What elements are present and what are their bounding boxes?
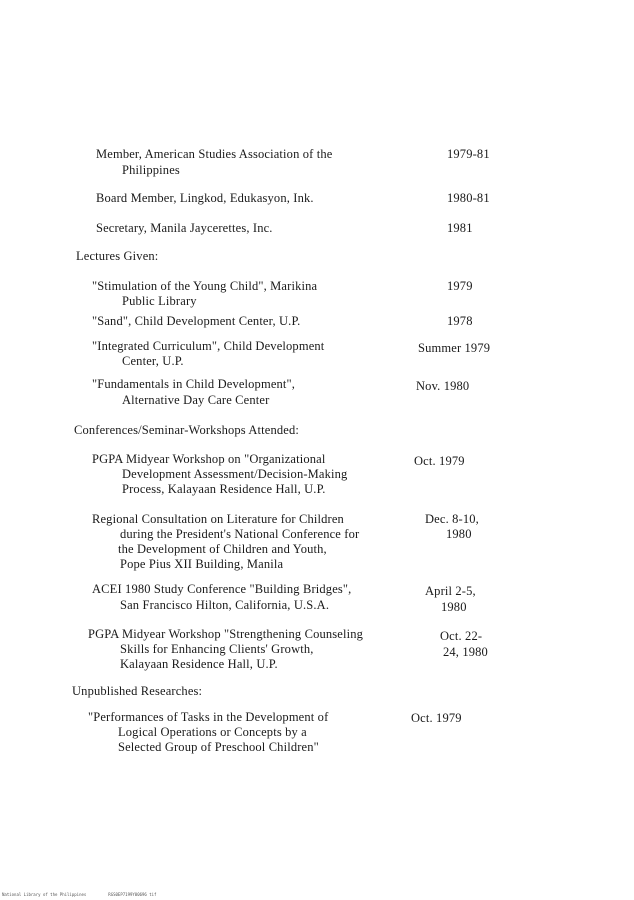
lecture-2-date: 1978 bbox=[447, 314, 473, 328]
lecture-1-line-1: "Stimulation of the Young Child", Marikina bbox=[92, 279, 318, 293]
conference-3-date-line-2: 1980 bbox=[441, 600, 467, 614]
lecture-3-date: Summer 1979 bbox=[418, 341, 491, 355]
footer-source: National Library of the Philippines bbox=[2, 892, 87, 897]
lecture-4-date: Nov. 1980 bbox=[416, 379, 470, 393]
lecture-2-line-1: "Sand", Child Development Center, U.P. bbox=[92, 314, 301, 328]
conference-1-date: Oct. 1979 bbox=[414, 454, 465, 468]
conference-2-line-4: Pope Pius XII Building, Manila bbox=[120, 557, 284, 571]
footer-file-id: RGS0EP7199Y00696 tif bbox=[108, 892, 157, 897]
scan-footer bbox=[2, 893, 156, 897]
researches-heading: Unpublished Researches: bbox=[72, 684, 203, 698]
lecture-3-line-2: Center, U.P. bbox=[122, 354, 184, 368]
conference-3-line-1: ACEI 1980 Study Conference "Building Bridges", bbox=[92, 582, 352, 596]
membership-2-date: 1980-81 bbox=[447, 191, 490, 205]
lectures-heading: Lectures Given: bbox=[76, 249, 159, 263]
conference-3-line-2: San Francisco Hilton, California, U.S.A. bbox=[120, 598, 330, 612]
conference-2-date-line-1: Dec. 8-10, bbox=[425, 512, 479, 526]
membership-1-line-2: Philippines bbox=[122, 163, 180, 177]
conference-2-line-1: Regional Consultation on Literature for Children bbox=[92, 512, 344, 526]
conference-1-line-3: Process, Kalayaan Residence Hall, U.P. bbox=[122, 482, 326, 496]
conference-4-date-line-2: 24, 1980 bbox=[443, 645, 488, 659]
research-1-line-3: Selected Group of Preschool Children" bbox=[118, 740, 319, 754]
membership-1-line-1: Member, American Studies Association of the bbox=[96, 147, 333, 161]
research-1-line-2: Logical Operations or Concepts by a bbox=[118, 725, 307, 739]
conference-4-line-1: PGPA Midyear Workshop "Strengthening Counseling bbox=[88, 627, 364, 641]
lecture-4-line-2: Alternative Day Care Center bbox=[122, 393, 270, 407]
membership-1-date: 1979-81 bbox=[447, 147, 490, 161]
lecture-3-line-1: "Integrated Curriculum", Child Development bbox=[92, 339, 325, 353]
conference-4-line-2: Skills for Enhancing Clients' Growth, bbox=[120, 642, 314, 656]
conference-2-date-line-2: 1980 bbox=[446, 527, 472, 541]
conference-4-date-line-1: Oct. 22- bbox=[440, 629, 483, 643]
conference-1-line-2: Development Assessment/Decision-Making bbox=[122, 467, 348, 481]
lecture-1-date: 1979 bbox=[447, 279, 473, 293]
membership-3-line-1: Secretary, Manila Jaycerettes, Inc. bbox=[96, 221, 273, 235]
conference-2-line-2: during the President's National Conference for bbox=[120, 527, 360, 541]
conference-1-line-1: PGPA Midyear Workshop on "Organizational bbox=[92, 452, 326, 466]
research-1-line-1: "Performances of Tasks in the Development of bbox=[88, 710, 329, 724]
conferences-heading: Conferences/Seminar-Workshops Attended: bbox=[74, 423, 300, 437]
conference-2-line-3: the Development of Children and Youth, bbox=[118, 542, 327, 556]
lecture-1-line-2: Public Library bbox=[122, 294, 197, 308]
research-1-date: Oct. 1979 bbox=[411, 711, 462, 725]
conference-4-line-3: Kalayaan Residence Hall, U.P. bbox=[120, 657, 278, 671]
membership-2-line-1: Board Member, Lingkod, Edukasyon, Ink. bbox=[96, 191, 314, 205]
lecture-4-line-1: "Fundamentals in Child Development", bbox=[92, 377, 296, 391]
membership-3-date: 1981 bbox=[447, 221, 473, 235]
conference-3-date-line-1: April 2-5, bbox=[425, 584, 476, 598]
